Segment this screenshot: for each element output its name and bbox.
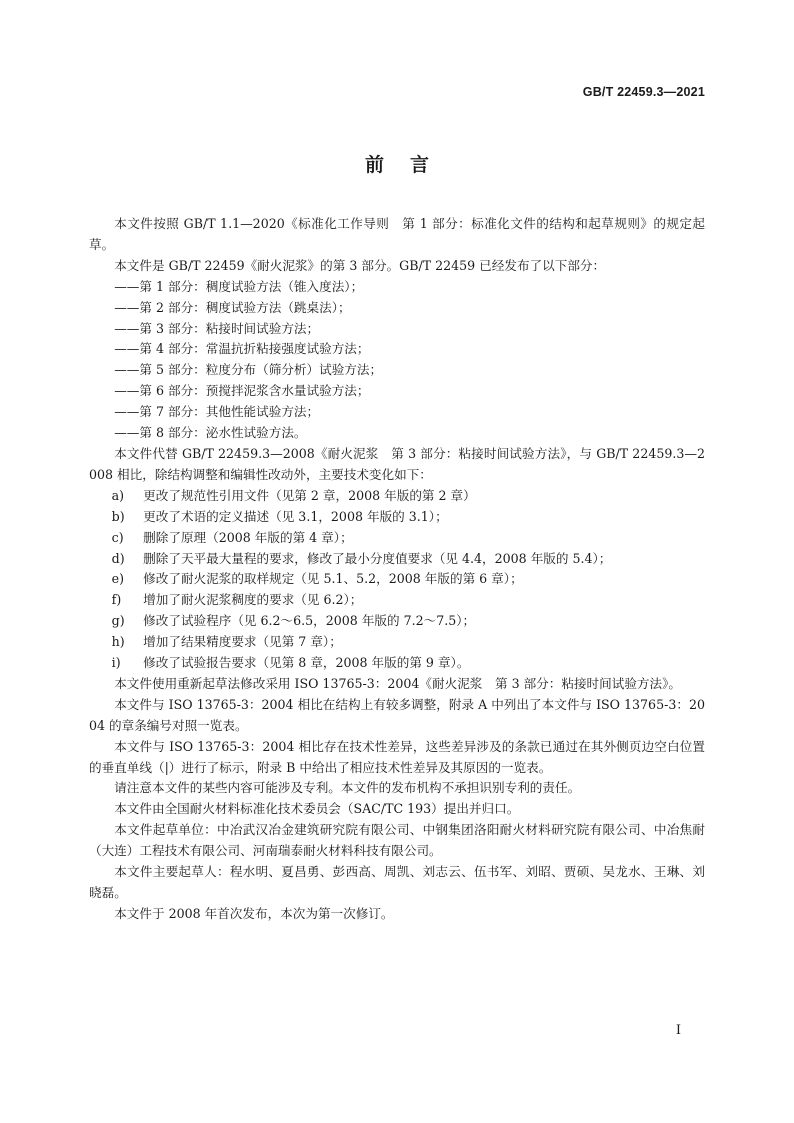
technical-difference-paragraph: 本文件与 ISO 13765-3：2004 相比存在技术性差异，这些差异涉及的条款已通过在其外侧页边空白位置的垂直单线（|）进行了标示，附录 B 中给出了相应技术性差异及其原因的一览表。 [89, 738, 705, 775]
change-item-e [89, 569, 705, 590]
part-item-5: —— 第 5 部分：粒度分布（筛分析）试验方法； [89, 360, 705, 381]
intro-paragraph-1: 本文件按照 GB/T 1.1—2020《标准化工作导则 第 1 部分：标准化文件的结构和起草规则》的规定起草。 [89, 216, 705, 252]
part-item-4: —— 第 4 部分：常温抗折粘接强度试验方法； [89, 339, 705, 360]
patent-notice-paragraph: 请注意本文件的某些内容可能涉及专利。本文件的发布机构不承担识别专利的责任。 [114, 780, 581, 796]
change-text: 修改了试验报告要求（见第 8 章，2008 年版的第 9 章）。 [143, 655, 470, 671]
part-item-1: —— 第 1 部分：稠度试验方法（锥入度法）； [89, 277, 705, 298]
publication-history-paragraph: 本文件于 2008 年首次发布，本次为第一次修订。 [114, 905, 394, 921]
change-item-g [89, 611, 705, 632]
committee-paragraph: 本文件由全国耐火材料标准化技术委员会（SAC/TC 193）提出并归口。 [114, 801, 520, 817]
change-marker: g) [111, 613, 125, 629]
change-text: 更改了规范性引用文件（见第 2 章，2008 年版的第 2 章） [143, 487, 476, 503]
change-text: 增加了耐火泥浆稠度的要求（见 6.2）； [143, 592, 363, 608]
preface-body [89, 214, 705, 925]
change-marker: f) [111, 592, 122, 608]
page-title: 前言 [364, 154, 455, 176]
change-text: 删除了原理（2008 年版的第 4 章）； [143, 529, 353, 545]
part-item-6: —— 第 6 部分：预搅拌泥浆含水量试验方法； [89, 381, 705, 402]
part-item-7: —— 第 7 部分：其他性能试验方法； [89, 402, 705, 423]
change-item-a [89, 486, 705, 507]
standard-code: GB/T 22459.3—2021 [582, 85, 705, 99]
adoption-paragraph: 本文件使用重新起草法修改采用 ISO 13765-3：2004《耐火泥浆 第 3 部分：粘接时间试验方法》。 [114, 675, 682, 691]
change-text: 增加了结果精度要求（见第 7 章）； [143, 634, 342, 650]
change-text: 更改了术语的定义描述（见 3.1，2008 年版的 3.1）； [143, 508, 448, 524]
drafting-organizations-paragraph: 本文件起草单位：中冶武汉冶金建筑研究院有限公司、中钢集团洛阳耐火材料研究院有限公司、中冶焦耐（大连）工程技术有限公司、河南瑞泰耐火材料科技有限公司。 [89, 822, 705, 859]
change-marker: i) [111, 655, 121, 671]
change-marker: e) [111, 571, 125, 587]
change-item-d [89, 549, 705, 570]
change-text: 修改了耐火泥浆的取样规定（见 5.1、5.2，2008 年版的第 6 章）； [143, 571, 523, 587]
change-marker: b) [111, 508, 125, 524]
change-marker: h) [111, 634, 125, 650]
change-marker: a) [111, 487, 125, 503]
change-item-c [89, 528, 705, 549]
change-item-f [89, 590, 705, 611]
change-item-b [89, 507, 705, 528]
intro-paragraph-2: 本文件是 GB/T 22459《耐火泥浆》的第 3 部分。GB/T 22459 已经发布了以下部分： [114, 257, 606, 273]
replace-paragraph: 本文件代替 GB/T 22459.3—2008《耐火泥浆 第 3 部分：粘接时间试验方法》，与 GB/T 22459.3—2008 相比，除结构调整和编辑性改动外，主要技术变化如下： [89, 445, 705, 482]
part-item-3: —— 第 3 部分：粘接时间试验方法； [89, 319, 705, 340]
change-item-h [89, 632, 705, 653]
change-text: 修改了试验程序（见 6.2～6.5，2008 年版的 7.2～7.5）； [143, 613, 476, 629]
part-item-8: —— 第 8 部分：泌水性试验方法。 [89, 423, 705, 444]
change-text: 删除了天平最大量程的要求，修改了最小分度值要求（见 4.4，2008 年版的 5.4）； [143, 550, 612, 566]
part-item-2: —— 第 2 部分：稠度试验方法（跳桌法）； [89, 298, 705, 319]
drafters-paragraph: 本文件主要起草人：程水明、夏昌勇、彭西高、周凯、刘志云、伍书军、刘昭、贾硕、吴龙水、王琳、刘晓磊。 [89, 864, 705, 900]
page-number: I [675, 1023, 681, 1038]
change-marker: d) [111, 550, 125, 566]
change-marker: c) [111, 529, 124, 545]
structure-paragraph: 本文件与 ISO 13765-3：2004 相比在结构上有较多调整，附录 A 中列出了本文件与 ISO 13765-3：2004 的章条编号对照一览表。 [89, 696, 705, 733]
change-item-i [89, 653, 705, 674]
